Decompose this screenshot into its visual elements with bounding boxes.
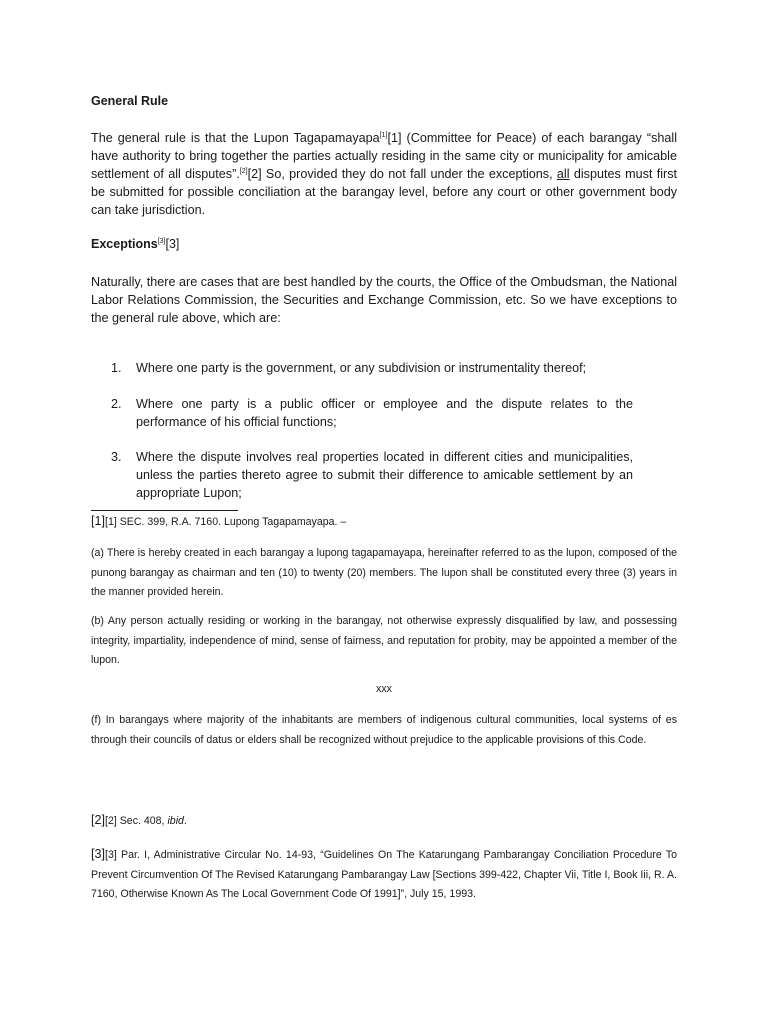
footnote-1-title-text: SEC. 399, R.A. 7160. Lupong Tagapamayapa. – <box>116 516 347 528</box>
list-item <box>111 395 633 431</box>
footnote-2-end: . <box>183 815 187 827</box>
footnote-2-italic: ibid <box>167 815 184 827</box>
footnote-ref-3[interactable]: [3] <box>165 237 180 251</box>
general-rule-heading: General Rule <box>91 94 169 108</box>
list-item <box>111 359 633 377</box>
footnote-3 <box>91 845 677 905</box>
list-item-number: 2. <box>111 397 122 411</box>
underlined-word: all <box>556 167 570 181</box>
footnote-3-text: Par. I, Administrative Circular No. 14-93, “Guidelines On The Katarungang Pambarangay Conciliation Procedure To Prevent Circumvention Of The Revised Katarungang Pambarangay Law [Sections 399-422, Chapter Vii, Title I, Book Iii, R. A. 7160, Otherwise Known As The Local Government Code Of 1991]”, July 15, 1993. <box>91 849 677 900</box>
footnote-2 <box>91 811 677 832</box>
footnote-2-text: Sec. 408, <box>116 815 168 827</box>
general-rule-text-3: So, provided they do not fall under the exceptions, <box>261 167 557 181</box>
footnote-1-title <box>91 512 677 533</box>
footnote-3-backref[interactable]: [3] <box>91 847 106 861</box>
footnote-ref-2-sup[interactable]: [2] <box>239 168 248 175</box>
footnote-1-backref-2[interactable]: [1] <box>105 516 117 528</box>
footnote-2-backref-2[interactable]: [2] <box>105 815 117 827</box>
footnote-1-para-b: (b) Any person actually residing or working in the barangay, not otherwise expressly disqualified by law, and possessing integrity, impartiality, independence of mind, sense of fairness, and reputation for probity, may be appointed a member of the lupon. <box>91 615 677 666</box>
footnote-3-backref-2[interactable]: [3] <box>105 849 117 861</box>
footnote-ref-1[interactable]: [1] <box>387 131 402 145</box>
footnote-separator <box>91 510 238 511</box>
exceptions-intro: Naturally, there are cases that are best handled by the courts, the Office of the Ombudsman, the National Labor Relations Commission, the Securities and Exchange Commission, etc. So we have exceptions to the general rule above, which are: <box>91 275 677 325</box>
exceptions-heading: Exceptions <box>91 237 158 251</box>
footnote-1-para-f: (f) In barangays where majority of the inhabitants are members of indigenous cultural communities, local systems of es through their councils of datus or elders shall be recognized without prejudice to the applicable provisions of this Code. <box>91 714 677 746</box>
general-rule-paragraph <box>91 129 677 219</box>
list-item <box>111 448 633 502</box>
general-rule-text-4: disputes must first be submitted for possible conciliation at the barangay level, before any court or other government body can take jurisdiction. <box>91 167 677 217</box>
footnote-ref-2[interactable]: [2] <box>247 167 262 181</box>
footnote-ref-1-sup[interactable]: [1] <box>379 132 388 139</box>
general-rule-text-1: The general rule is that the Lupon Tagapamayapa <box>91 131 380 145</box>
footnote-1-para-a: (a) There is hereby created in each barangay a lupong tagapamayapa, hereinafter referred to as the lupon, composed of the punong barangay as chairman and ten (10) to twenty (20) members. The lupon shall be constituted every three (3) years in the manner provided herein. <box>91 547 677 598</box>
list-item-number: 3. <box>111 450 122 464</box>
footnote-2-backref[interactable]: [2] <box>91 813 106 827</box>
list-item-text: Where one party is a public officer or employee and the dispute relates to the performance of his official functions; <box>136 397 633 429</box>
exceptions-heading-wrap <box>91 237 179 251</box>
list-item-text: Where the dispute involves real properties located in different cities and municipalities, unless the parties thereto agree to submit their difference to amicable settlement by an appropriate Lupon; <box>136 450 633 500</box>
footnote-1-backref[interactable]: [1] <box>91 514 106 528</box>
list-item-text: Where one party is the government, or any subdivision or instrumentality thereof; <box>136 361 587 375</box>
footnote-ref-3-sup[interactable]: [3] <box>157 238 166 245</box>
list-item-number: 1. <box>111 361 122 375</box>
footnote-1-separator: xxx <box>376 683 392 695</box>
general-rule-text-2: (Committee for Peace) of each barangay “shall have authority to bring together the parties actually residing in the same city or municipality for amicable settlement of all disputes”. <box>91 131 677 181</box>
